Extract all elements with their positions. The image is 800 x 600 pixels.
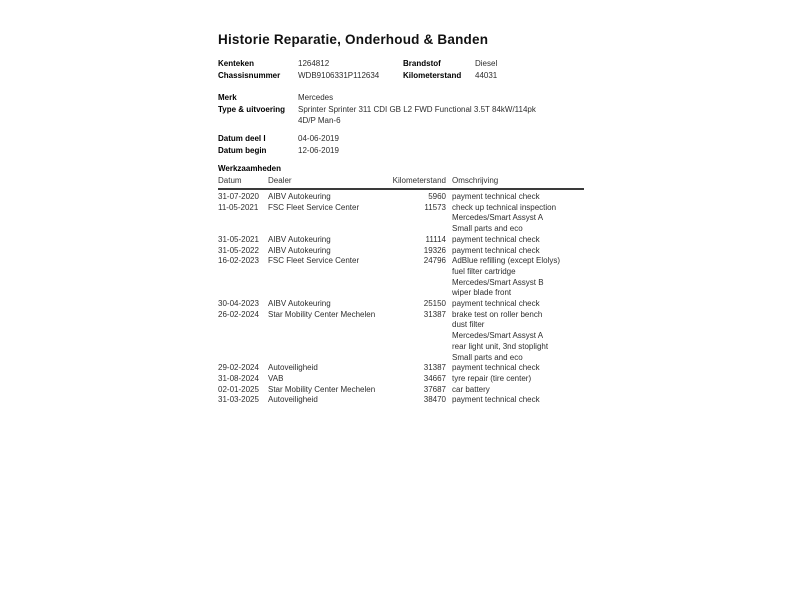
omschrijving-line: payment technical check — [452, 245, 540, 255]
kenteken-value: 1264812 — [298, 59, 330, 68]
cell-kilometerstand: 25150 — [423, 299, 446, 309]
cell-datum: 31-03-2025 — [218, 395, 259, 405]
cell-omschrijving — [446, 246, 578, 257]
cell-dealer: AIBV Autokeuring — [268, 192, 331, 201]
omschrijving-line: Mercedes/Smart Assyst A — [452, 213, 544, 223]
omschrijving-line: payment technical check — [452, 192, 540, 201]
table-row — [218, 192, 584, 203]
cell-dealer: Autoveiligheid — [268, 363, 318, 373]
omschrijving-line: Mercedes/Smart Assyst A — [452, 331, 544, 341]
brandstof-label: Brandstof — [403, 59, 441, 68]
cell-datum: 31-05-2022 — [218, 245, 259, 255]
datum-begin-label: Datum begin — [218, 146, 267, 155]
history-report-page — [218, 32, 584, 406]
cell-datum: 31-08-2024 — [218, 373, 259, 383]
omschrijving-line: check up technical inspection — [452, 202, 557, 212]
type-uitvoering-value — [298, 104, 584, 126]
merk-value: Mercedes — [298, 93, 334, 102]
cell-datum: 16-02-2023 — [218, 256, 259, 266]
omschrijving-line: fuel filter cartridge — [452, 266, 516, 276]
cell-kilometerstand: 11114 — [425, 234, 446, 244]
vehicle-info-top — [218, 58, 584, 82]
column-header-kilometerstand: Kilometerstand — [392, 176, 446, 185]
table-row — [218, 385, 584, 396]
cell-kilometerstand: 19326 — [423, 245, 446, 255]
cell-omschrijving — [446, 310, 578, 364]
merk-label: Merk — [218, 93, 237, 102]
table-row — [218, 299, 584, 310]
type-uitvoering-line: 4D/P Man-6 — [298, 115, 341, 125]
kilometerstand-label: Kilometerstand — [403, 71, 462, 80]
chassisnummer-value: WDB9106331P112634 — [298, 71, 380, 80]
cell-dealer: Autoveiligheid — [268, 395, 318, 405]
cell-kilometerstand: 5960 — [428, 192, 446, 201]
cell-kilometerstand: 38470 — [423, 395, 446, 405]
werkzaamheden-heading: Werkzaamheden — [218, 164, 281, 173]
kenteken-label: Kenteken — [218, 59, 255, 68]
omschrijving-line: brake test on roller bench — [452, 309, 543, 319]
cell-kilometerstand: 31387 — [423, 309, 446, 319]
cell-omschrijving — [446, 192, 578, 203]
cell-datum: 31-07-2020 — [218, 192, 259, 201]
datum-begin-value: 12-06-2019 — [298, 146, 339, 155]
cell-dealer: FSC Fleet Service Center — [268, 202, 360, 212]
cell-dealer: VAB — [268, 373, 284, 383]
omschrijving-line: payment technical check — [452, 234, 540, 244]
cell-omschrijving — [446, 299, 578, 310]
table-row — [218, 256, 584, 299]
cell-datum: 26-02-2024 — [218, 309, 259, 319]
cell-dealer: AIBV Autokeuring — [268, 299, 331, 309]
type-uitvoering-line: Sprinter Sprinter 311 CDI GB L2 FWD Functional 3.5T 84kW/114pk — [298, 105, 536, 114]
cell-kilometerstand: 37687 — [423, 384, 446, 394]
werkzaamheden-table — [218, 176, 584, 406]
cell-dealer: AIBV Autokeuring — [268, 245, 331, 255]
cell-dealer: Star Mobility Center Mechelen — [268, 309, 376, 319]
type-uitvoering-label: Type & uitvoering — [218, 105, 285, 114]
datum-deel-i-value: 04-06-2019 — [298, 134, 339, 143]
omschrijving-line: payment technical check — [452, 363, 540, 373]
cell-dealer: Star Mobility Center Mechelen — [268, 384, 376, 394]
datum-deel-i-label: Datum deel I — [218, 134, 266, 143]
omschrijving-line: tyre repair (tire center) — [452, 373, 532, 383]
table-row — [218, 203, 584, 235]
table-row — [218, 395, 584, 406]
page-title: Historie Reparatie, Onderhoud & Banden — [218, 32, 489, 47]
vehicle-info-dates — [218, 133, 584, 157]
cell-datum: 02-01-2025 — [218, 384, 259, 394]
cell-omschrijving — [446, 203, 578, 235]
cell-omschrijving — [446, 395, 578, 406]
table-header-row — [218, 176, 584, 190]
table-row — [218, 310, 584, 364]
column-header-datum: Datum — [218, 176, 242, 185]
omschrijving-line: rear light unit, 3nd stoplight — [452, 341, 549, 351]
omschrijving-line: payment technical check — [452, 395, 540, 405]
kilometerstand-value: 44031 — [475, 71, 498, 80]
brandstof-value: Diesel — [475, 59, 498, 68]
omschrijving-line: Mercedes/Smart Assyst B — [452, 277, 544, 287]
table-row — [218, 374, 584, 385]
omschrijving-line: car battery — [452, 384, 490, 394]
omschrijving-line: Small parts and eco — [452, 224, 523, 234]
column-header-dealer: Dealer — [268, 176, 292, 185]
cell-omschrijving — [446, 363, 578, 374]
table-row — [218, 235, 584, 246]
cell-dealer: FSC Fleet Service Center — [268, 256, 360, 266]
table-row — [218, 363, 584, 374]
column-header-omschrijving: Omschrijving — [452, 176, 499, 185]
cell-datum: 31-05-2021 — [218, 234, 259, 244]
cell-datum: 30-04-2023 — [218, 299, 259, 309]
omschrijving-line: AdBlue refilling (except Elolys) — [452, 256, 561, 266]
cell-omschrijving — [446, 256, 578, 299]
omschrijving-line: dust filter — [452, 320, 485, 330]
table-body — [218, 190, 584, 406]
cell-kilometerstand: 24796 — [423, 256, 446, 266]
cell-kilometerstand: 11573 — [424, 202, 446, 212]
cell-kilometerstand: 34667 — [423, 373, 446, 383]
cell-datum: 29-02-2024 — [218, 363, 259, 373]
omschrijving-line: payment technical check — [452, 299, 540, 309]
chassisnummer-label: Chassisnummer — [218, 71, 281, 80]
omschrijving-line: Small parts and eco — [452, 352, 523, 362]
cell-omschrijving — [446, 374, 578, 385]
cell-kilometerstand: 31387 — [423, 363, 446, 373]
table-row — [218, 246, 584, 257]
cell-omschrijving — [446, 235, 578, 246]
omschrijving-line: wiper blade front — [452, 288, 512, 298]
cell-omschrijving — [446, 385, 578, 396]
vehicle-info-make — [218, 92, 584, 126]
cell-dealer: AIBV Autokeuring — [268, 234, 331, 244]
cell-datum: 11-05-2021 — [218, 202, 259, 212]
